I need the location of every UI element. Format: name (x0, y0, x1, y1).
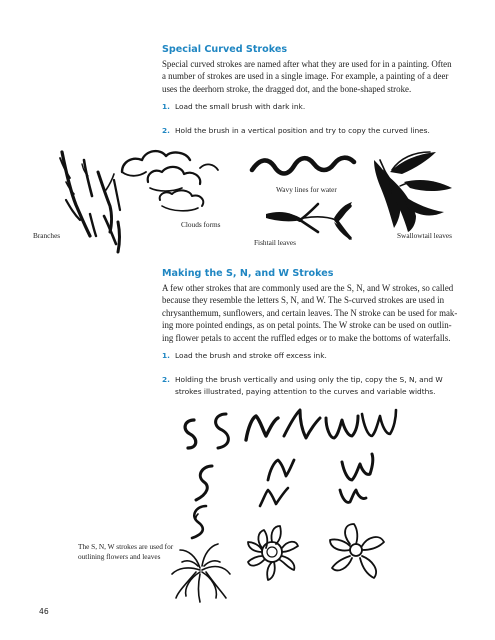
paragraph-line: because they resemble the letters S, N, and W. The S-curved strokes are used in (162, 295, 445, 306)
step-text: Load the brush and stroke off excess ink. (175, 351, 327, 360)
caption-wavy-lines: Wavy lines for water (276, 185, 337, 194)
snw-strokes-illustration (172, 410, 396, 602)
paragraph-line: chrysanthemum, sunflowers, and certain leaves. The N stroke can be used for mak- (162, 307, 458, 318)
paragraph-line: A few other strokes that are commonly used are the S, N, and W strokes, so called (162, 283, 454, 293)
step-number: 2. (162, 375, 170, 384)
step-text: strokes illustrated, paying attention to the curves and variable widths. (175, 386, 436, 396)
step-number: 2. (162, 126, 170, 135)
section-heading-curved-strokes: Special Curved Strokes (162, 44, 288, 55)
caption-line: The S, N, W strokes are used for (78, 542, 174, 551)
clouds-illustration (122, 151, 218, 211)
caption-fishtail-leaves: Fishtail leaves (254, 238, 296, 247)
paragraph-line: uses the deerhorn stroke, the dragged dot, and the bone-shaped stroke. (162, 83, 412, 94)
step-text: Hold the brush in a vertical position and try to copy the curved lines. (175, 126, 430, 135)
caption-clouds: Clouds forms (181, 220, 221, 229)
page-number: 46 (39, 607, 49, 616)
paragraph-line: a number of strokes are used in a single image. For example, a painting of a deer (162, 71, 449, 82)
wavy-lines-illustration (252, 158, 354, 174)
step-text: Holding the brush vertically and using only the tip, copy the S, N, and W (175, 375, 443, 384)
step-number: 1. (162, 102, 170, 111)
paragraph-line: Special curved strokes are named after what they are used for in a painting. Often (162, 59, 452, 69)
step-number: 1. (162, 351, 170, 360)
step-text: Load the small brush with dark ink. (175, 102, 306, 111)
paragraph-line: ing more pointed endings, as on petal points. The W stroke can be used on outlin- (162, 320, 452, 331)
chrysanthemum-illustration (172, 544, 230, 602)
sunflower-illustration (248, 526, 298, 580)
paragraph-line: ing flower petals to accent the ruffled edges or to make the bottoms of waterfalls. (162, 332, 451, 343)
outlined-flower-illustration (330, 524, 384, 578)
branches-illustration (60, 152, 120, 252)
caption-branches: Branches (33, 231, 61, 240)
caption-swallowtail-leaves: Swallowtail leaves (397, 231, 452, 240)
section-heading-snw-strokes: Making the S, N, and W Strokes (162, 268, 334, 279)
caption-line: outlining flowers and leaves (78, 551, 161, 561)
